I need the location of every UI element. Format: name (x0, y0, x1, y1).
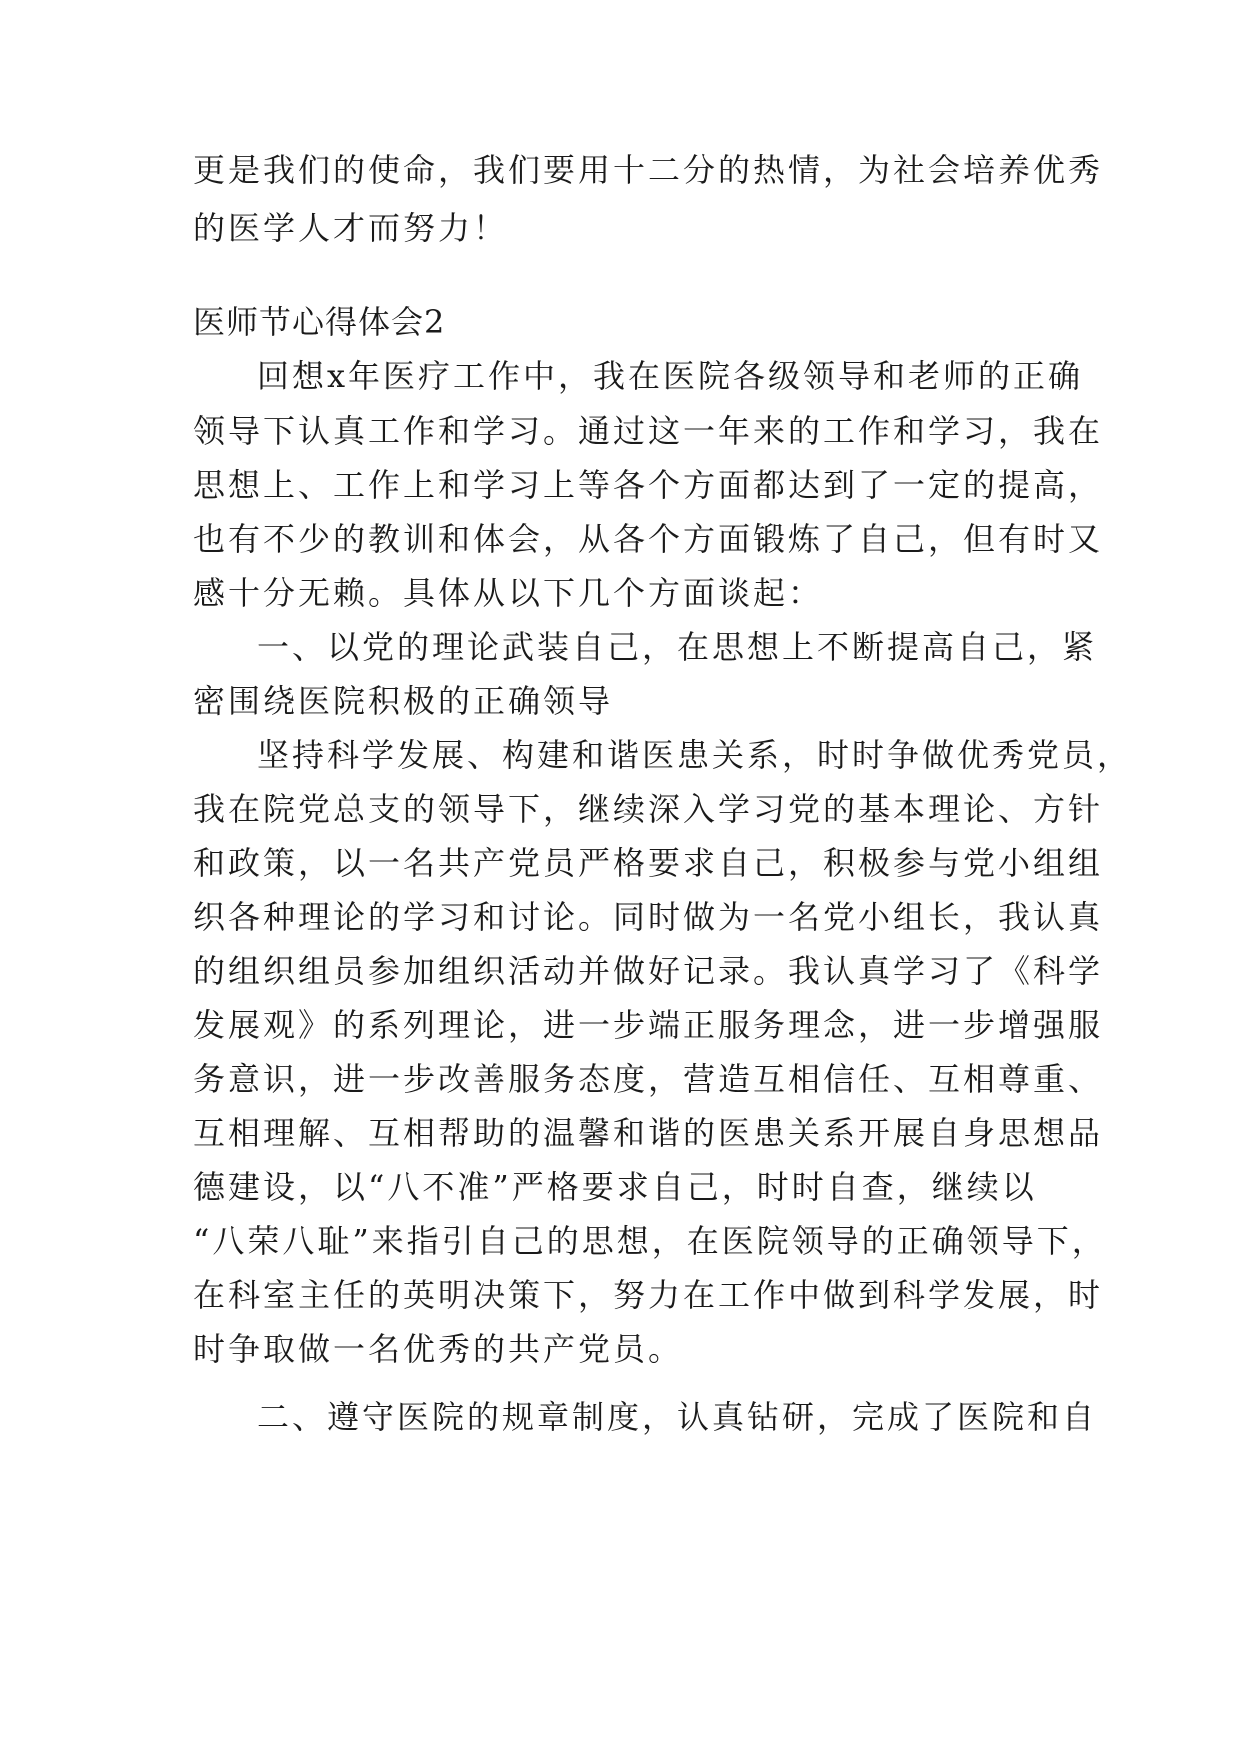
paragraph-first-line: 回想x年医疗工作中，我在医院各级领导和老师的正确 (257, 357, 1084, 395)
subheading-line: 一、以党的理论武装自己，在思想上不断提高自己，紧 (257, 628, 1098, 666)
body-line: 我在院党总支的领导下，继续深入学习党的基本理论、方针 (193, 790, 1104, 828)
body-line: 织各种理论的学习和讨论。同时做为一名党小组长，我认真 (193, 898, 1104, 936)
body-line: 和政策，以一名共产党员严格要求自己，积极参与党小组组 (193, 844, 1104, 882)
body-line: 也有不少的教训和体会，从各个方面锻炼了自己，但有时又 (193, 520, 1104, 558)
body-line: 的医学人才而努力！ (193, 209, 509, 247)
body-line: 感十分无赖。具体从以下几个方面谈起： (193, 574, 824, 612)
body-line: 的组织组员参加组织活动并做好记录。我认真学习了《科学 (193, 952, 1104, 990)
paragraph-first-line: 坚持科学发展、构建和谐医患关系，时时争做优秀党员， (257, 736, 1133, 774)
subheading-line: 密围绕医院积极的正确领导 (193, 682, 614, 720)
body-line: 德建设，以“八不准”严格要求自己，时时自查，继续以 (193, 1168, 1037, 1206)
body-line: 更是我们的使命，我们要用十二分的热情，为社会培养优秀 (193, 151, 1104, 189)
body-line: 领导下认真工作和学习。通过这一年来的工作和学习，我在 (193, 412, 1104, 450)
body-line: 互相理解、互相帮助的温馨和谐的医患关系开展自身思想品 (193, 1114, 1104, 1152)
body-line: 时争取做一名优秀的共产党员。 (193, 1330, 684, 1368)
subheading-line: 二、遵守医院的规章制度，认真钻研，完成了医院和自 (257, 1398, 1098, 1436)
section-heading: 医师节心得体会2 (193, 303, 446, 341)
body-line: 发展观》的系列理论，进一步端正服务理念，进一步增强服 (193, 1006, 1104, 1044)
body-line: 在科室主任的英明决策下，努力在工作中做到科学发展，时 (193, 1276, 1104, 1314)
body-line: 务意识，进一步改善服务态度，营造互相信任、互相尊重、 (193, 1060, 1104, 1098)
body-line: 思想上、工作上和学习上等各个方面都达到了一定的提高， (193, 466, 1104, 504)
body-line: “八荣八耻”来指引自己的思想，在医院领导的正确领导下， (193, 1222, 1107, 1260)
